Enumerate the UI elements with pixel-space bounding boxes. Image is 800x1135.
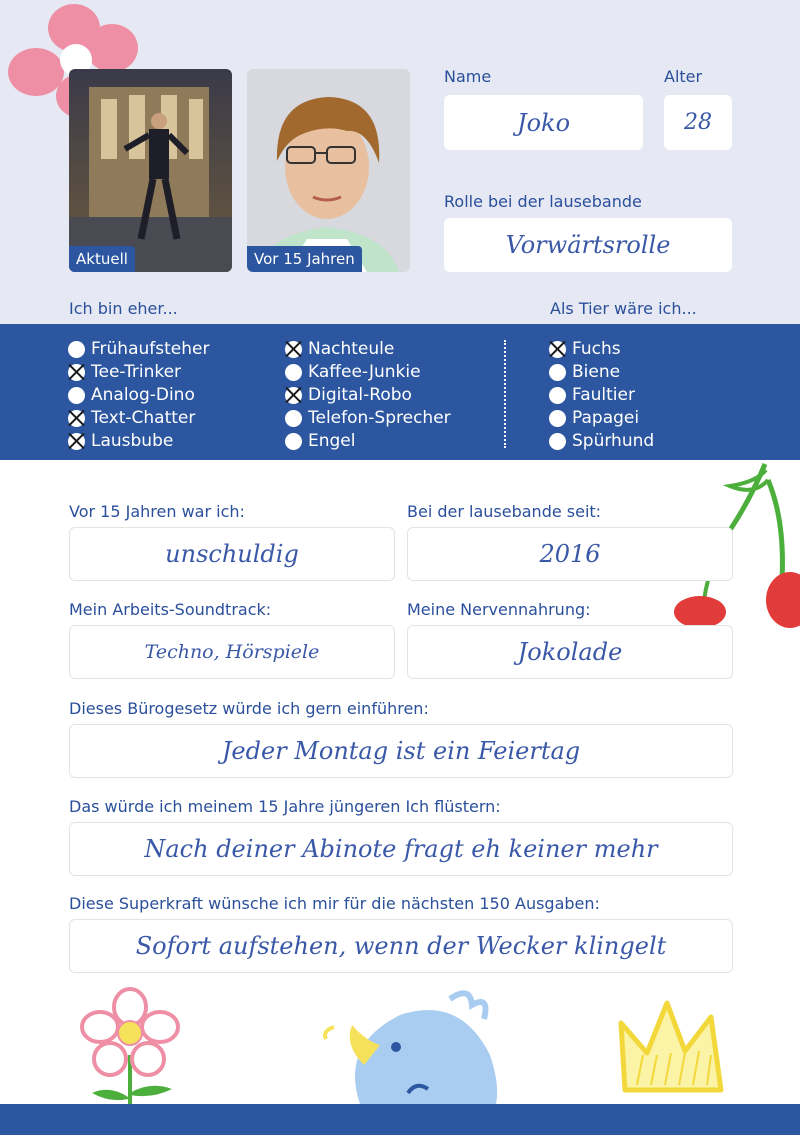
option-label: Digital-Robo: [308, 385, 412, 405]
option-kaffee-junkie[interactable]: [285, 362, 421, 382]
role-value: Vorwärtsrolle: [505, 231, 671, 259]
option-label: Analog-Dino: [91, 385, 195, 405]
past-photo: [247, 69, 410, 272]
option-label: Telefon-Sprecher: [308, 408, 451, 428]
bird-icon: [320, 985, 520, 1104]
since-value: 2016: [539, 540, 601, 568]
checkbox[interactable]: [285, 433, 302, 450]
option-fuchs[interactable]: [549, 339, 621, 359]
option-label: Text-Chatter: [91, 408, 196, 428]
past-value: unschuldig: [165, 540, 299, 568]
option-label: Spürhund: [572, 431, 655, 451]
power-field[interactable]: [69, 919, 733, 973]
current-photo: [69, 69, 232, 272]
name-label: Name: [444, 67, 492, 86]
option-label: Papagei: [572, 408, 640, 428]
animal-heading: Als Tier wäre ich...: [550, 299, 697, 318]
past-photo-image: [247, 69, 410, 272]
option-papagei[interactable]: [549, 408, 639, 428]
option-label: Kaffee-Junkie: [308, 362, 421, 382]
checkbox-checked[interactable]: [68, 364, 85, 381]
option-lausbube[interactable]: [68, 431, 173, 451]
age-field[interactable]: [664, 95, 732, 150]
name-field[interactable]: [444, 95, 643, 150]
current-photo-caption: Aktuell: [69, 246, 135, 272]
checkbox[interactable]: [285, 410, 302, 427]
footer-bar: [0, 1104, 800, 1135]
option-nachteule[interactable]: [285, 339, 394, 359]
checkbox[interactable]: [68, 341, 85, 358]
food-value: Jokolade: [517, 638, 623, 666]
checkbox-checked[interactable]: [285, 341, 302, 358]
checkbox[interactable]: [549, 387, 566, 404]
personality-heading: Ich bin eher...: [69, 299, 178, 318]
checkbox[interactable]: [549, 364, 566, 381]
current-photo-image: [69, 69, 232, 272]
option-label: Frühaufsteher: [91, 339, 210, 359]
law-label: Dieses Bürogesetz würde ich gern einführen:: [69, 699, 429, 718]
option-fruehaufsteher[interactable]: [68, 339, 209, 359]
option-label: Biene: [572, 362, 621, 382]
option-engel[interactable]: [285, 431, 356, 451]
option-biene[interactable]: [549, 362, 620, 382]
checkbox-checked[interactable]: [68, 410, 85, 427]
checkbox[interactable]: [68, 387, 85, 404]
role-label: Rolle bei der lausebande: [444, 192, 642, 211]
power-value: Sofort aufstehen, wenn der Wecker klingelt: [135, 932, 667, 960]
food-field[interactable]: [407, 625, 733, 679]
whisper-label: Das würde ich meinem 15 Jahre jüngeren Ich flüstern:: [69, 797, 501, 816]
checkbox[interactable]: [549, 433, 566, 450]
checkbox-checked[interactable]: [549, 341, 566, 358]
soundtrack-field[interactable]: [69, 625, 395, 679]
whisper-value: Nach deiner Abinote fragt eh keiner mehr: [144, 835, 658, 863]
checkbox[interactable]: [285, 364, 302, 381]
option-tee-trinker[interactable]: [68, 362, 181, 382]
option-text-chatter[interactable]: [68, 408, 195, 428]
checkbox-checked[interactable]: [68, 433, 85, 450]
soundtrack-label: Mein Arbeits-Soundtrack:: [69, 600, 272, 619]
past-photo-caption: Vor 15 Jahren: [247, 246, 362, 272]
age-value: 28: [684, 110, 712, 135]
food-label: Meine Nervennahrung:: [407, 600, 591, 619]
option-analog-dino[interactable]: [68, 385, 195, 405]
option-label: Engel: [308, 431, 356, 451]
law-value: Jeder Montag ist ein Feiertag: [221, 737, 581, 765]
law-field[interactable]: [69, 724, 733, 778]
crown-icon: [615, 995, 735, 1100]
age-label: Alter: [664, 67, 703, 86]
past-field[interactable]: [69, 527, 395, 581]
soundtrack-value: Techno, Hörspiele: [144, 641, 320, 663]
since-label: Bei der lausebande seit:: [407, 502, 602, 521]
checkbox-checked[interactable]: [285, 387, 302, 404]
option-label: Lausbube: [91, 431, 174, 451]
power-label: Diese Superkraft wünsche ich mir für die nächsten 150 Ausgaben:: [69, 894, 600, 913]
past-label: Vor 15 Jahren war ich:: [69, 502, 245, 521]
option-label: Nachteule: [308, 339, 395, 359]
option-telefon-sprecher[interactable]: [285, 408, 451, 428]
flower-icon: [80, 985, 190, 1110]
since-field[interactable]: [407, 527, 733, 581]
option-spuerhund[interactable]: [549, 431, 654, 451]
option-digital-robo[interactable]: [285, 385, 412, 405]
option-faultier[interactable]: [549, 385, 635, 405]
option-label: Tee-Trinker: [91, 362, 182, 382]
option-label: Faultier: [572, 385, 635, 405]
option-label: Fuchs: [572, 339, 621, 359]
name-value: Joko: [516, 108, 571, 137]
checkbox[interactable]: [549, 410, 566, 427]
whisper-field[interactable]: [69, 822, 733, 876]
options-divider: [504, 340, 506, 448]
role-field[interactable]: [444, 218, 732, 272]
